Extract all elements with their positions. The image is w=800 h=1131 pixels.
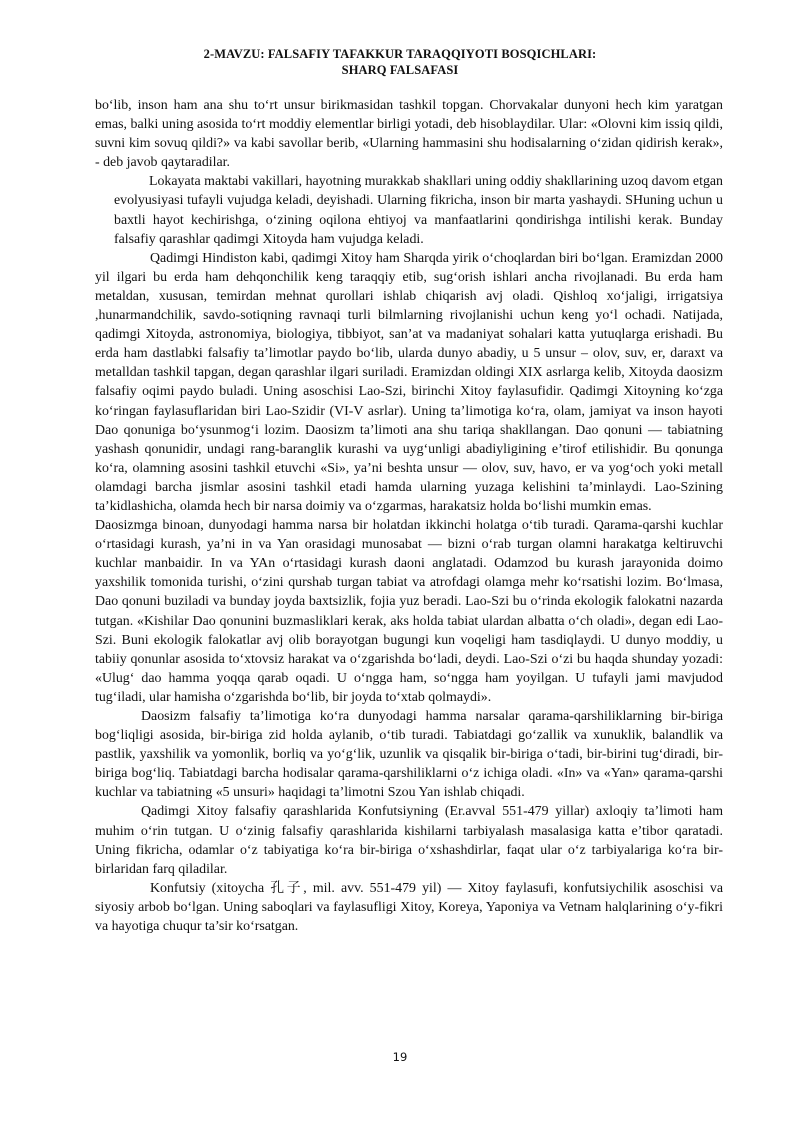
page-header bbox=[80, 46, 720, 78]
page-number: 19 bbox=[392, 1050, 408, 1064]
paragraph-confucius-ethics: Qadimgi Xitoy falsafiy qarashlarida Konfutsiyning (Er.avval 551-479 yillar) axloqiy ta’limoti ham muhim o‘rin tutgan. U o‘zinig falsafiy qarashlarida kishilarni tarbiyalash masalasiga katta e’tibor qaratadi. Uning fikricha, odamlar o‘z tabiyatiga ko‘ra bir-biriga o‘xshashdirlar, faqat ular o‘z tarbiyalariga ko‘ra bir-birlaridan farq qiladilar. bbox=[95, 804, 723, 877]
paragraph-daoism-opposites: Daosizm falsafiy ta’limotiga ko‘ra dunyodagi hamma narsalar qarama-qarshiliklarning bir-biriga bog‘liqligi asosida, bir-biriga zid holda aylanib, o‘tib turadi. Tabiatdagi go‘zallik va xunuklik, balandlik va pastlik, yaxshilik va yomonlik, borliq va yo‘g‘lik, uzunlik va qisqalik bir-biriga o‘tadi, bir-birini tug‘diradi, bir-biriga bog‘liq. Tabiatdagi barcha hodisalar qarama-qarshiliklarni o‘z ichiga oladi. «In» va «Yan» qarama-qarshi kuchlar va tabiatning «5 unsuri» haqidagi ta’limotni Szou Yan ishlab chiqadi. bbox=[95, 709, 723, 801]
paragraph-chorvaka: bo‘lib, inson ham ana shu to‘rt unsur birikmasidan tashkil topgan. Chorvakalar dunyoni hech kim yaratgan emas, balki uning asosida to‘rt moddiy elementlar birligi yotadi, deb hisoblaydilar. Ular: «Olovni kim issiq qildi, suvni kim sovuq qildi?» va kabi savollar berib, «Ularning hammasini shu hodisalarning o‘zidan qidirish kerak», - deb javob qaytaradilar. bbox=[95, 98, 723, 171]
paragraph-lokayata: Lokayata maktabi vakillari, hayotning murakkab shakllari uning oddiy shakllarining uzoq davom etgan evolyusiyasi tufayli vujudga keladi, deyishadi. Ularning fikricha, inson bir marta yashaydi. SHuning uchun u baxtli hayot kechirishga, o‘zining oqilona ehtiyoj va manfaatlarini qondirishga intilishi kerak. Bunday falsafiy qarashlar qadimgi Xitoyda ham vujudga keladi. bbox=[114, 174, 723, 247]
paragraph-confucius-bio: Konfutsiy (xitoycha 孔子, mil. avv. 551-479 yil) — Xitoy faylasufi, konfutsiychilik asoschisi va siyosiy arbob bo‘lgan. Uning saboqlari va faylasufligi Xitoy, Koreya, Yaponiya va Vetnam halqlarining o‘y-fikri va hayotiga chuqur ta’sir ko‘rsatgan. bbox=[95, 880, 723, 935]
paragraph-daoism-struggle: Daosizmga binoan, dunyodagi hamma narsa bir holatdan ikkinchi holatga o‘tib turadi. Qarama-qarshi kuchlar o‘rtasidagi kurash, ya’ni in va Yan orasidagi munosabat — bizni o‘rab turgan olamni harakatga keltiruvchi kuchlar manbaidir. In va YAn o‘rtasidagi kurash daoni anglatadi. Odamzod bu kurash jarayonida doimo yaxshilik tomonida turishi, o‘zini qurshab turgan tabiat va atrofdagi olamga mehr ko‘rsatishi lozim. Bo‘lmasa, Dao qonuni buziladi va bunday joyda baxtsizlik, fojia yuz beradi. Lao-Szi bu o‘rinda ekologik falokatni nazarda tutgan. «Kishilar Dao qonunini buzmasliklari kerak, aks holda tabiat ulardan albatta o‘ch oladi», degan edi Lao-Szi. Buni ekologik falokatlar avj olib borayotgan bugungi kun voqeligi ham tasdiqlaydi. U dunyo moddiy, u tabiiy qonunlar asosida to‘xtovsiz harakat va o‘zgarishda bo‘ladi, deydi. Lao-Szi o‘zi bu haqda shunday yozadi: «Ulug‘ dao hamma yoqqa qarab oqadi. U o‘ngga ham, so‘ngga ham yoyilgan. U tufayli jami mavjudod tug‘iladi, ular hamisha o‘zgarishda bo‘lib, bir joyda to‘xtab qolmaydi». bbox=[95, 518, 723, 705]
body-text bbox=[95, 96, 723, 936]
header-title-line-2: SHARQ FALSAFASI bbox=[341, 63, 459, 77]
paragraph-ancient-china: Qadimgi Hindiston kabi, qadimgi Xitoy ham Sharqda yirik o‘choqlardan biri bo‘lgan. Eramizdan 2000 yil ilgari bu erda ham dehqonchilik keng taraqqiy etib, sug‘orish ishlari ancha rivojlanadi. Bu erda ham metaldan, xususan, temirdan mehnat qurollari ishlab chiqarish avj oladi. Qishloq xo‘jaligi, irrigatsiya ,hunarmandchilik, savdo-sotiqning ravnaqi turli bilmlarning rivojlanishi uchun keng yo‘l ochadi. Natijada, qadimgi Xitoyda, astronomiya, biologiya, tibbiyot, san’at va madaniyat sohalari katta yutuqlarga erishadi. Bu erda ham dastlabki falsafiy ta’limotlar paydo bo‘lib, ularda dunyo abadiy, u 5 unsur – olov, suv, er, daraxt va metalldan tashkil tapgan, degan qarashlar ilgari suriladi. Eramizdan oldingi XIX asrlarga kelib, Xitoyda daosizm falsafiy oqimi paydo buladi. Uning asoschisi Lao-Szi, birinchi Xitoy faylasufidir. Qadimgi Xitoyning ko‘zga ko‘ringan faylasuflaridan biri Lao-Szidir (VI-V asrlar). Uning ta’limotiga ko‘ra, olam, jamiyat va inson hayoti Dao qonuniga bo‘ysunmog‘i lozim. Daosizm ta’limoti ana shu tariqa shakllangan. Dao qonuni — tabiatning yashash qonunidir, undagi rang-baranglik kurashi va uyg‘unligi abadiyligining e’tirof etilishidir. Bu qonunga ko‘ra, olamning asosini tashkil etuvchi «Si», ya’ni beshta unsur — olov, suv, havo, er va yog‘och yoki metall olamdagi barcha jismlar asosini tashkil etadi hamda ularning yuzaga kelishini ta’minlaydi. Lao-Szining ta’kidlashicha, olamda hech bir narsa doimiy va o‘zgarmas, harakatsiz holda bo‘lishi mumkin emas. bbox=[95, 250, 723, 514]
header-title-line-1: 2-MAVZU: FALSAFIY TAFAKKUR TARAQQIYOTI BOSQICHLARI: bbox=[203, 47, 597, 61]
